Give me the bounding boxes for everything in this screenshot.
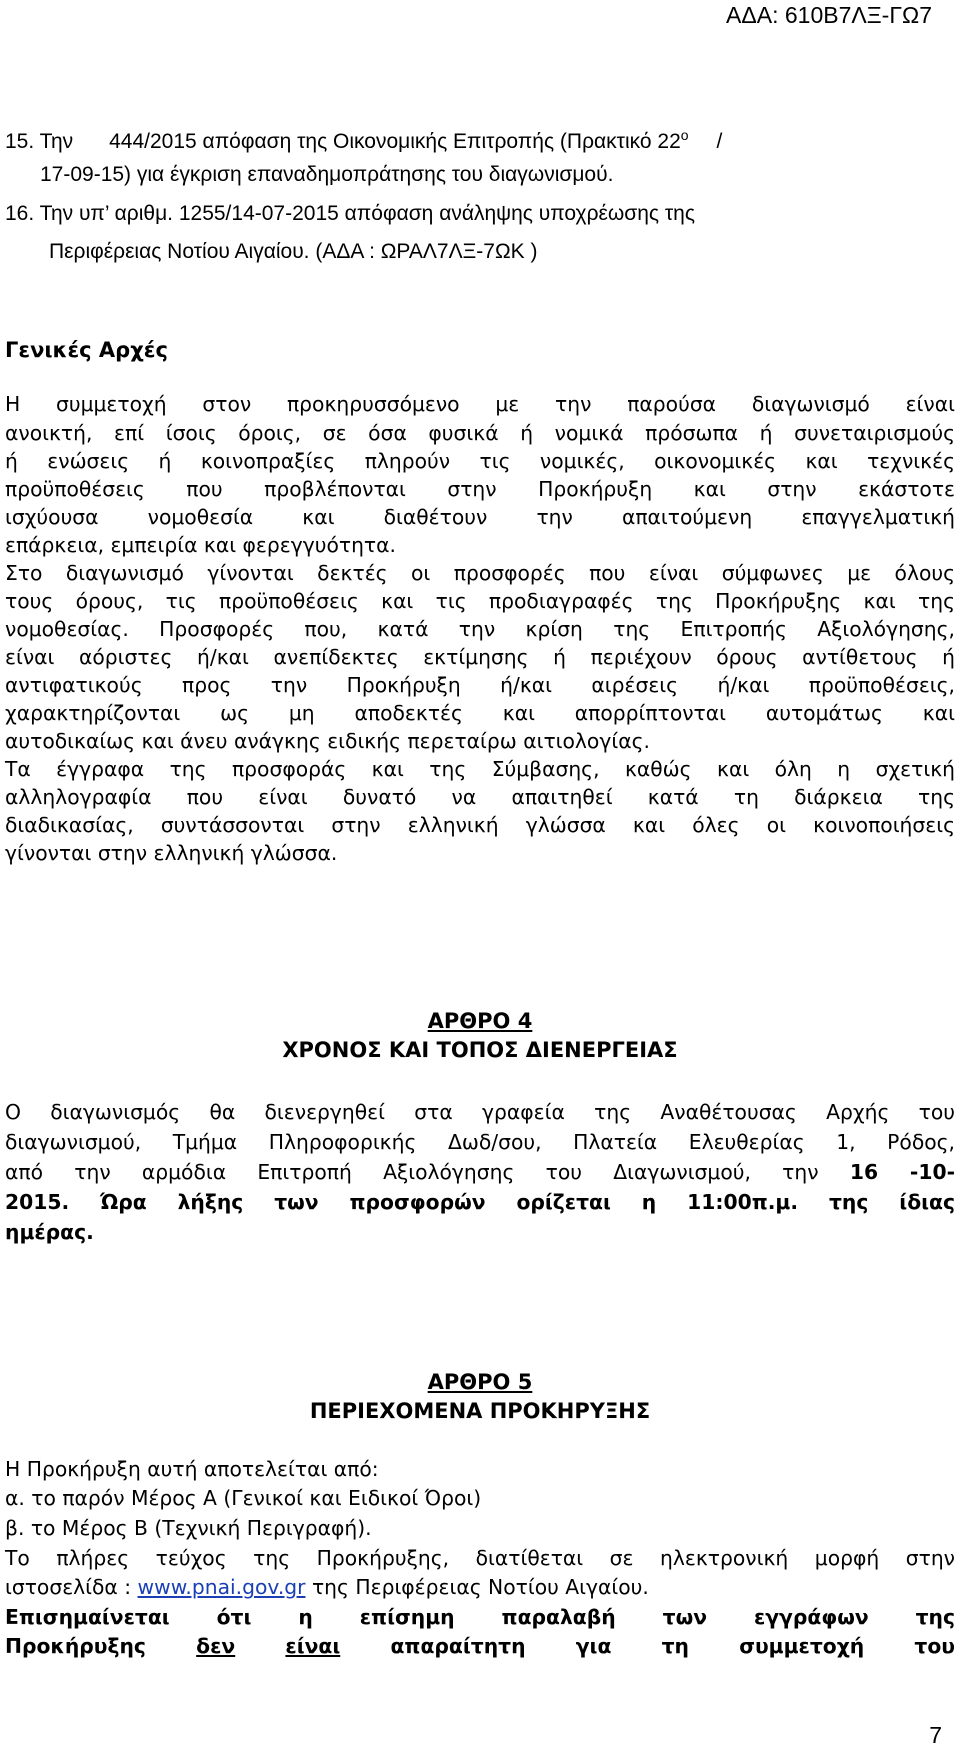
- ref-16-line1: 16. Την υπ’ αριθμ. 1255/14-07-2015 απόφαση ανάληψης υποχρέωσης της: [5, 202, 695, 225]
- general-p2-line: νομοθεσίας. Προσφορές που, κατά την κρίση της Επιτροπής Αξιολόγησης,: [5, 617, 955, 641]
- ada-code: ΑΔΑ: 610Β7ΛΞ-ΓΩ7: [726, 2, 932, 28]
- general-p2-line: είναι αόριστες ή/και ανεπίδεκτες εκτίμησης ή περιέχουν όρους αντίθετους ή: [5, 645, 955, 669]
- general-p3-line: Τα έγγραφα της προσφοράς και της Σύμβασης, καθώς και όλη η σχετική: [5, 757, 955, 781]
- general-p1-line: επάρκεια, εμπειρία και φερεγγυότητα.: [5, 533, 396, 557]
- general-p2-line: τους όρους, τις προϋποθέσεις και τις προδιαγραφές της Προκήρυξης και της: [5, 589, 955, 613]
- ref-16-line2: Περιφέρειας Νοτίου Αιγαίου. (ΑΔΑ : ΩΡΑΛ7ΛΞ-7ΩΚ ): [49, 240, 538, 263]
- ref-15-line1: 15. Την 444/2015 απόφαση της Οικονομικής Επιτροπής (Πρακτικό $22^o$ /: [5, 127, 723, 153]
- article5-title: ΠΕΡΙΕΧΟΜΕΝΑ ΠΡΟΚΗΡΥΞΗΣ: [309, 1399, 651, 1423]
- article4-line: ημέρας.: [5, 1220, 94, 1244]
- general-p3-line: διαδικασίας, συντάσσονται στην ελληνική γλώσσα και όλες οι κοινοποιήσεις: [5, 813, 955, 837]
- article5-site-line: ιστοσελίδα : www.pnai.gov.gr της Περιφέρειας Νοτίου Αιγαίου.: [5, 1575, 649, 1599]
- article5-note-line: Προκήρυξης δεν είναι απαραίτητη για τη συμμετοχή του: [5, 1634, 955, 1658]
- article4-line: από την αρμόδια Επιτροπή Αξιολόγησης του Διαγωνισμού, την 16 -10-: [5, 1160, 955, 1184]
- general-p1-line: Η συμμετοχή στον προκηρυσσόμενο με την παρούσα διαγωνισμό είναι: [5, 392, 955, 416]
- pnai-link[interactable]: www.pnai.gov.gr: [137, 1575, 306, 1599]
- general-p3-line: αλληλογραφία που είναι δυνατό να απαιτηθεί κατά τη διάρκεια της: [5, 785, 955, 809]
- article4-line: διαγωνισμού, Τμήμα Πληροφορικής Δωδ/σου, Πλατεία Ελευθερίας 1, Ρόδος,: [5, 1130, 955, 1154]
- general-p3-line: γίνονται στην ελληνική γλώσσα.: [5, 841, 338, 865]
- general-p2-line: αυτοδικαίως και άνευ ανάγκης ειδικής περεταίρω αιτιολογίας.: [5, 729, 650, 753]
- general-p2-line: αντιφατικούς προς την Προκήρυξη ή/και αιρέσεις ή/και προϋποθέσεις,: [5, 673, 955, 697]
- general-p1-line: ανοικτή, επί ίσοις όροις, σε όσα φυσικά ή νομικά πρόσωπα ή συνεταιρισμούς: [5, 421, 955, 445]
- article4-title: ΧΡΟΝΟΣ ΚΑΙ ΤΟΠΟΣ ΔΙΕΝΕΡΓΕΙΑΣ: [282, 1038, 678, 1062]
- article5-item-a: α. το παρόν Μέρος Α (Γενικοί και Ειδικοί Όροι): [5, 1486, 482, 1510]
- page-number: 7: [929, 1722, 942, 1748]
- general-p1-line: ή ενώσεις ή κοινοπραξίες πληρούν τις νομικές, οικονομικές και τεχνικές: [5, 449, 955, 473]
- general-p2-line: χαρακτηρίζονται ως μη αποδεκτές και απορρίπτονται αυτομάτως και: [5, 701, 955, 725]
- general-p2-line: Στο διαγωνισμό γίνονται δεκτές οι προσφορές που είναι σύμφωνες με όλους: [5, 561, 955, 585]
- article4-line: 2015. Ώρα λήξης των προσφορών ορίζεται η 11:00π.μ. της ίδιας: [5, 1190, 955, 1214]
- general-heading: Γενικές Αρχές: [5, 338, 168, 362]
- article5-number: ΑΡΘΡΟ 5: [427, 1370, 533, 1394]
- general-p1-line: ισχύουσα νομοθεσία και διαθέτουν την απαιτούμενη επαγγελματική: [5, 505, 955, 529]
- article4-line: Ο διαγωνισμός θα διενεργηθεί στα γραφεία της Αναθέτουσας Αρχής του: [5, 1100, 955, 1124]
- article5-item-b: β. το Μέρος Β (Τεχνική Περιγραφή).: [5, 1516, 372, 1540]
- article4-number: ΑΡΘΡΟ 4: [427, 1009, 533, 1033]
- article5-note-line: Επισημαίνεται ότι η επίσημη παραλαβή των εγγράφων της: [5, 1605, 955, 1629]
- general-p1-line: προϋποθέσεις που προβλέπονται στην Προκήρυξη και στην εκάστοτε: [5, 477, 955, 501]
- article5-full-line: Το πλήρες τεύχος της Προκήρυξης, διατίθεται σε ηλεκτρονική μορφή στην: [5, 1546, 955, 1570]
- ref-15-line2: 17-09-15) για έγκριση επαναδημοπράτησης του διαγωνισμού.: [40, 163, 614, 186]
- article5-intro: Η Προκήρυξη αυτή αποτελείται από:: [5, 1457, 379, 1481]
